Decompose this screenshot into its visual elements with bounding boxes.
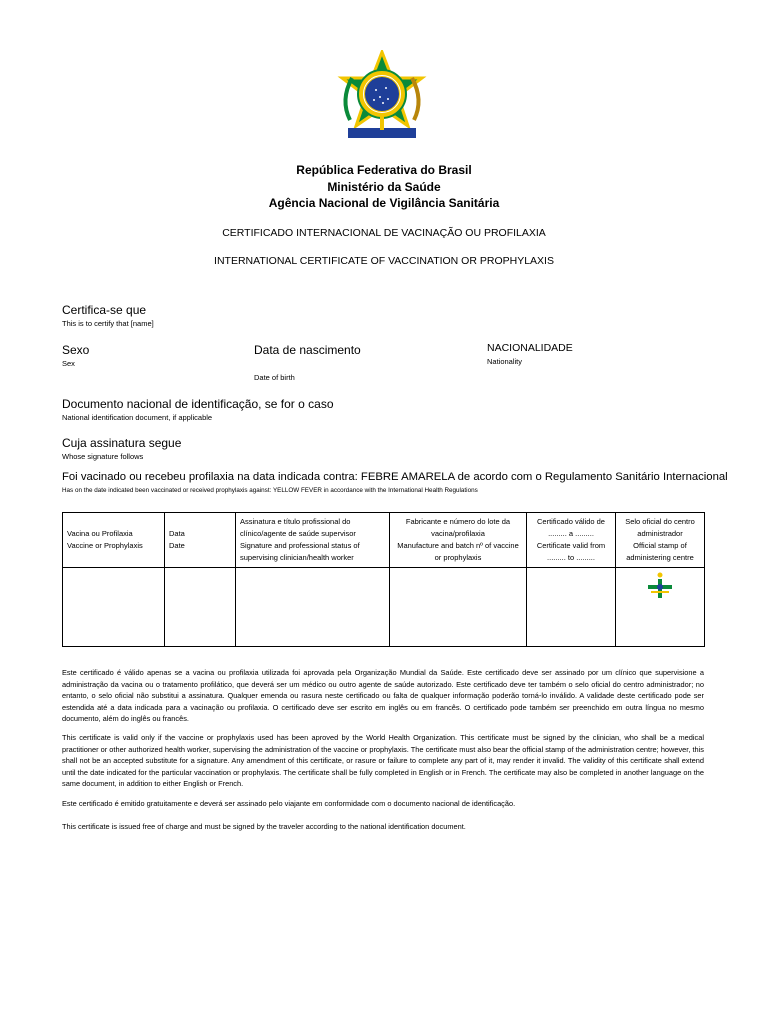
col-stamp: Selo oficial do centro administrador Official stamp of administering centre — [616, 513, 705, 568]
vaccinated-statement-en: Has on the date indicated been vaccinated or received prophylaxis against: YELLOW FEVER in accordance with the International Health Regulations — [62, 487, 478, 494]
nationality-label-en: Nationality — [487, 357, 523, 366]
vaccinated-statement: Foi vacinado ou recebeu profilaxia na data indicada contra: FEBRE AMARELA de acordo com o Regulamento Sanitário Internacional — [62, 471, 728, 483]
col-validity: Certificado válido de ......... a ......... Certificate valid from ......... to ......... — [527, 513, 616, 568]
signature-label: Cuja assinatura segue — [62, 436, 182, 450]
sex-label: Sexo — [62, 343, 90, 357]
cell-validity — [527, 568, 616, 647]
signature-label-en: Whose signature follows — [62, 452, 144, 461]
title-portuguese: CERTIFICADO INTERNACIONAL DE VACINAÇÃO OU PROFILAXIA — [222, 227, 546, 239]
coat-of-arms-emblem — [330, 50, 435, 148]
paragraph-validity-en: This certificate is valid only if the vaccine or prophylaxis used has been aproved by the World Health Organization. This certificate must be signed by the clinician, who shall be a medical practitioner or other authorized health worker, supervising the administration of the vaccine or prophylaxis. The certificate must also bear the official stamp of the administration centre; however, this shall not be an accepted substitute for a signature. Any amendment of this certificate, or rasure or failure to complete any part of it, may render it invalid. The validity of this certificate shall extend until the date indicated for the particular vaccination or prophylaxis. The certificate shall be fully completed in English or in French. The certificate may also be completed in another language on the same document, in addition to either English or French. — [62, 733, 704, 789]
col-manufacturer: Fabricante e número do lote da vacina/profilaxia Manufacture and batch nº of vaccine or prophylaxis — [390, 513, 527, 568]
official-stamp-icon — [645, 572, 675, 600]
paragraph-validity-pt: Este certificado é válido apenas se a vacina ou profilaxia utilizada foi aprovada pela Organização Mundial da Saúde. Este certificado deve ser assinado por um clínico que supervisione a administração da vacina ou o tratamento profilático, que deverá ser um médico ou outro agente de saúde autorizado. Este certificado deve ter também o selo oficial do centro administrador; no entanto, o selo oficial não substitui a assinatura. Qualquer emenda ou rasura neste certificado ou falta de qualquer informação poderão torná-lo inválido. A validade deste certificado pode ser estendida até a data indicada para a vacinação ou profilaxia. O certificado deve ser escrito em inglês ou em francês. O certificado pode também ser preenchido em outra língua no mesmo documento, além do inglês ou francês. — [62, 668, 704, 724]
cell-stamp — [616, 568, 705, 647]
header-agency: Agência Nacional de Vigilância Sanitária — [268, 196, 500, 210]
certify-label: Certifica-se que — [62, 303, 147, 317]
id-document-label: Documento nacional de identificação, se for o caso — [62, 397, 334, 411]
cell-vaccine — [63, 568, 165, 647]
header-republic: República Federativa do Brasil — [296, 163, 472, 177]
table-header-row — [63, 513, 705, 568]
cell-manufacturer — [390, 568, 527, 647]
paragraph-free-pt: Este certificado é emitido gratuitamente e deverá ser assinado pelo viajante em conformidade com o documento nacional de identificação. — [62, 799, 516, 808]
col-vaccine: Vacina ou Profilaxia Vaccine or Prophylaxis — [63, 513, 165, 568]
col-date: Data Date — [165, 513, 236, 568]
cell-signature — [236, 568, 390, 647]
sex-label-en: Sex — [62, 359, 75, 368]
dob-label-en: Date of birth — [254, 373, 295, 382]
paragraph-free-en: This certificate is issued free of charge and must be signed by the traveler according to the national identification document. — [62, 822, 466, 831]
nationality-label: NACIONALIDADE — [487, 342, 573, 354]
dob-label: Data de nascimento — [254, 343, 361, 357]
cell-date — [165, 568, 236, 647]
table-row — [63, 568, 705, 647]
title-english: INTERNATIONAL CERTIFICATE OF VACCINATION OR PROPHYLAXIS — [214, 255, 554, 267]
certify-label-en: This is to certify that [name] — [62, 319, 154, 328]
vaccination-table — [62, 512, 705, 647]
header-ministry: Ministério da Saúde — [327, 180, 441, 194]
id-document-label-en: National identification document, if applicable — [62, 413, 213, 422]
col-signature: Assinatura e título profissional do clínico/agente de saúde supervisor Signature and professional status of supervising clinician/health worker — [236, 513, 390, 568]
